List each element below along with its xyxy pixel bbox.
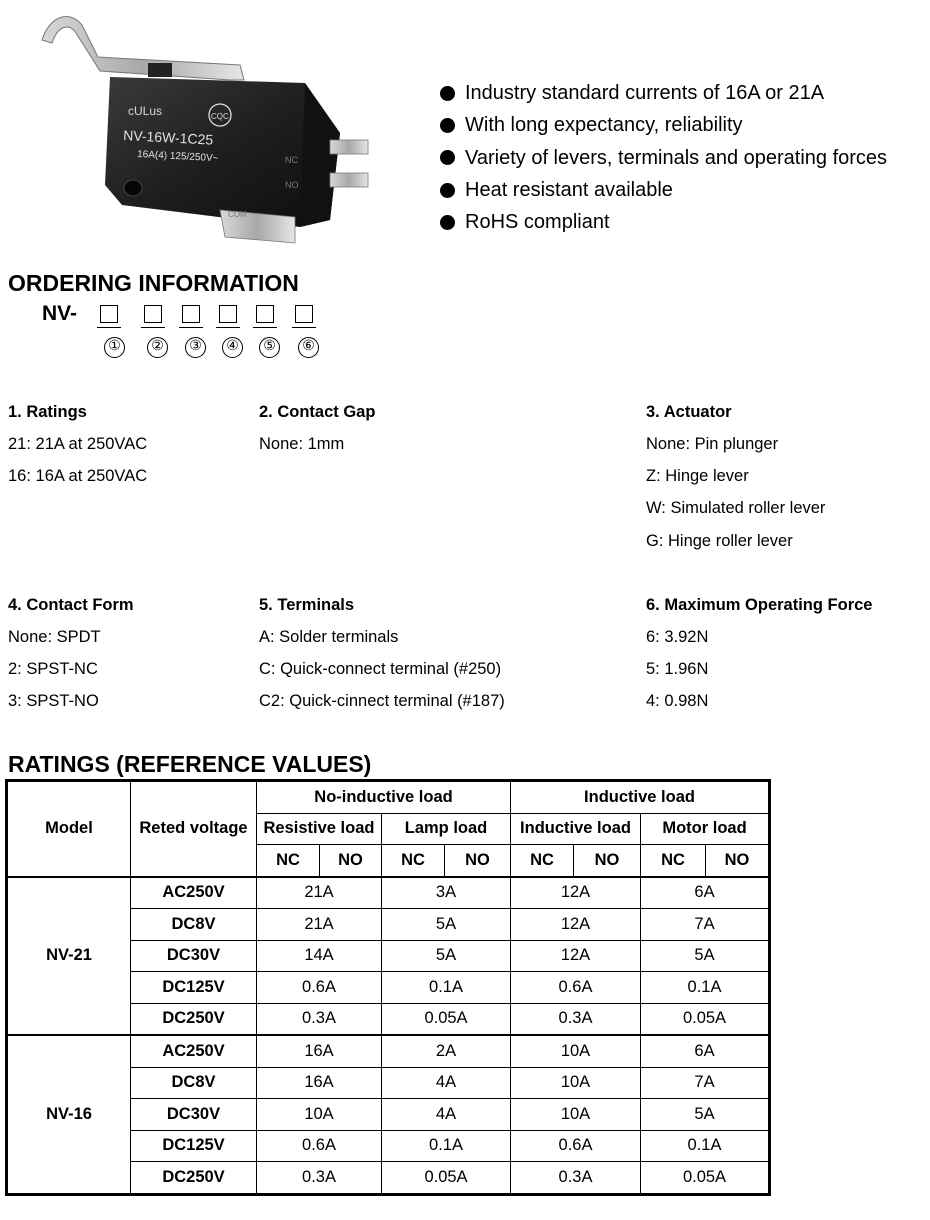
feature-item: RoHS compliant	[438, 206, 887, 238]
voltage-cell: DC125V	[131, 1130, 257, 1162]
feature-item: With long expectancy, reliability	[438, 109, 887, 141]
table-row	[7, 877, 770, 909]
lamp-cell: 0.05A	[382, 1162, 511, 1195]
motor-cell: 5A	[641, 1099, 770, 1131]
option-heading: 2. Contact Gap	[259, 403, 376, 421]
resistive-cell: 14A	[257, 940, 382, 972]
microswitch-photo	[30, 5, 410, 250]
code-box-1	[100, 305, 118, 323]
option-item: 6: 3.92N	[646, 628, 709, 646]
header-inductive: Inductive load	[511, 781, 770, 814]
code-underline	[97, 327, 121, 328]
header-nc: NC	[257, 845, 320, 877]
lamp-cell: 5A	[382, 940, 511, 972]
option-item: 2: SPST-NC	[8, 660, 98, 679]
position-1: ①	[104, 337, 125, 358]
header-lamp: Lamp load	[382, 813, 511, 845]
code-box-2	[144, 305, 162, 323]
header-no: NO	[706, 845, 770, 877]
header-nc: NC	[641, 845, 706, 877]
position-3: ③	[185, 337, 206, 358]
lamp-cell: 2A	[382, 1035, 511, 1067]
option-item: None: 1mm	[259, 435, 345, 453]
lamp-cell: 3A	[382, 877, 511, 909]
voltage-cell: DC8V	[131, 1067, 257, 1099]
resistive-cell: 0.6A	[257, 1130, 382, 1162]
inductive-cell: 10A	[511, 1099, 641, 1131]
motor-cell: 6A	[641, 1035, 770, 1067]
part-prefix: NV-	[42, 302, 78, 325]
nc-marking: NC	[285, 155, 298, 165]
option-item: C2: Quick-cinnect terminal (#187)	[259, 692, 505, 711]
position-4: ④	[222, 337, 243, 358]
header-no: NO	[574, 845, 641, 877]
option-item: 4: 0.98N	[646, 692, 709, 711]
option-heading: 1. Ratings	[8, 403, 87, 421]
resistive-cell: 0.3A	[257, 1003, 382, 1035]
inductive-cell: 0.6A	[511, 1130, 641, 1162]
motor-cell: 5A	[641, 940, 770, 972]
inductive-cell: 12A	[511, 909, 641, 941]
motor-cell: 0.1A	[641, 972, 770, 1004]
option-item: C: Quick-connect terminal (#250)	[259, 660, 502, 679]
lamp-cell: 0.1A	[382, 1130, 511, 1162]
motor-cell: 6A	[641, 877, 770, 909]
feature-item: Variety of levers, terminals and operating forces	[438, 142, 887, 174]
code-underline	[179, 327, 203, 328]
model-cell: NV-21	[7, 877, 131, 1036]
lamp-cell: 4A	[382, 1067, 511, 1099]
voltage-cell: DC8V	[131, 909, 257, 941]
voltage-cell: DC125V	[131, 972, 257, 1004]
code-underline	[141, 327, 165, 328]
header-motor: Motor load	[641, 813, 770, 845]
option-item: None: Pin plunger	[646, 435, 779, 453]
option-item: G: Hinge roller lever	[646, 531, 793, 550]
motor-cell: 0.1A	[641, 1130, 770, 1162]
inductive-cell: 12A	[511, 940, 641, 972]
bullet-icon	[440, 150, 455, 165]
voltage-cell: AC250V	[131, 877, 257, 909]
motor-cell: 7A	[641, 1067, 770, 1099]
no-marking: NO	[285, 180, 299, 190]
rating-marking: 16A(4) 125/250V~	[136, 149, 219, 165]
inductive-cell: 0.3A	[511, 1162, 641, 1195]
ratings-title: RATINGS (REFERENCE VALUES)	[8, 751, 372, 777]
option-heading: 3. Actuator	[646, 403, 732, 421]
resistive-cell: 0.3A	[257, 1162, 382, 1195]
header-no: NO	[320, 845, 382, 877]
voltage-cell: DC250V	[131, 1003, 257, 1035]
header-resistive: Resistive load	[257, 813, 382, 845]
feature-item: Industry standard currents of 16A or 21A	[438, 77, 887, 109]
resistive-cell: 0.6A	[257, 972, 382, 1004]
contact-form-option	[8, 595, 134, 724]
feature-item: Heat resistant available	[438, 174, 887, 206]
header-inductive-load: Inductive load	[511, 813, 641, 845]
lamp-cell: 5A	[382, 909, 511, 941]
position-5: ⑤	[259, 337, 280, 358]
code-box-6	[295, 305, 313, 323]
code-box-5	[256, 305, 274, 323]
header-no: NO	[445, 845, 511, 877]
header-nc: NC	[382, 845, 445, 877]
lamp-cell: 4A	[382, 1099, 511, 1131]
bullet-icon	[440, 183, 455, 198]
option-item: 3: SPST-NO	[8, 692, 99, 711]
code-underline	[292, 327, 316, 328]
option-heading: 4. Contact Form	[8, 596, 134, 614]
bullet-icon	[440, 86, 455, 101]
inductive-cell: 0.6A	[511, 972, 641, 1004]
model-marking: NV-16W-1C25	[122, 127, 214, 148]
ratings-table	[5, 779, 771, 1196]
option-item: A: Solder terminals	[259, 628, 399, 646]
model-cell: NV-16	[7, 1035, 131, 1194]
operating-force-option	[646, 595, 872, 724]
option-item: None: SPDT	[8, 628, 101, 646]
lamp-cell: 0.1A	[382, 972, 511, 1004]
voltage-cell: DC30V	[131, 1099, 257, 1131]
resistive-cell: 21A	[257, 877, 382, 909]
voltage-cell: AC250V	[131, 1035, 257, 1067]
ul-mark: cULus	[128, 104, 163, 118]
voltage-cell: DC250V	[131, 1162, 257, 1195]
terminals-option	[259, 595, 505, 724]
bullet-icon	[440, 118, 455, 133]
inductive-cell: 0.3A	[511, 1003, 641, 1035]
bullet-icon	[440, 215, 455, 230]
com-marking: COM	[228, 210, 247, 219]
option-heading: 6. Maximum Operating Force	[646, 596, 873, 614]
header-no-inductive: No-inductive load	[257, 781, 511, 814]
inductive-cell: 10A	[511, 1035, 641, 1067]
header-model: Model	[7, 781, 131, 877]
table-row	[7, 1035, 770, 1067]
option-item: W: Simulated roller lever	[646, 499, 826, 518]
ratings-option	[8, 402, 147, 498]
resistive-cell: 10A	[257, 1099, 382, 1131]
option-item: 5: 1.96N	[646, 660, 709, 679]
header-nc: NC	[511, 845, 574, 877]
option-item: 16: 16A at 250VAC	[8, 467, 148, 486]
position-2: ②	[147, 337, 168, 358]
contact-gap-option	[259, 402, 375, 466]
position-6: ⑥	[298, 337, 319, 358]
resistive-cell: 21A	[257, 909, 382, 941]
option-item: 21: 21A at 250VAC	[8, 435, 148, 453]
actuator-option	[646, 402, 825, 563]
cqc-mark: CQC	[211, 112, 229, 121]
resistive-cell: 16A	[257, 1035, 382, 1067]
code-box-4	[219, 305, 237, 323]
code-underline	[216, 327, 240, 328]
inductive-cell: 10A	[511, 1067, 641, 1099]
code-box-3	[182, 305, 200, 323]
inductive-cell: 12A	[511, 877, 641, 909]
option-heading: 5. Terminals	[259, 596, 355, 614]
option-item: Z: Hinge lever	[646, 467, 749, 486]
voltage-cell: DC30V	[131, 940, 257, 972]
resistive-cell: 16A	[257, 1067, 382, 1099]
motor-cell: 7A	[641, 909, 770, 941]
motor-cell: 0.05A	[641, 1003, 770, 1035]
feature-list	[438, 77, 887, 238]
lamp-cell: 0.05A	[382, 1003, 511, 1035]
motor-cell: 0.05A	[641, 1162, 770, 1195]
code-underline	[253, 327, 277, 328]
ordering-title: ORDERING INFORMATION	[8, 270, 299, 296]
header-voltage: Reted voltage	[131, 781, 257, 877]
